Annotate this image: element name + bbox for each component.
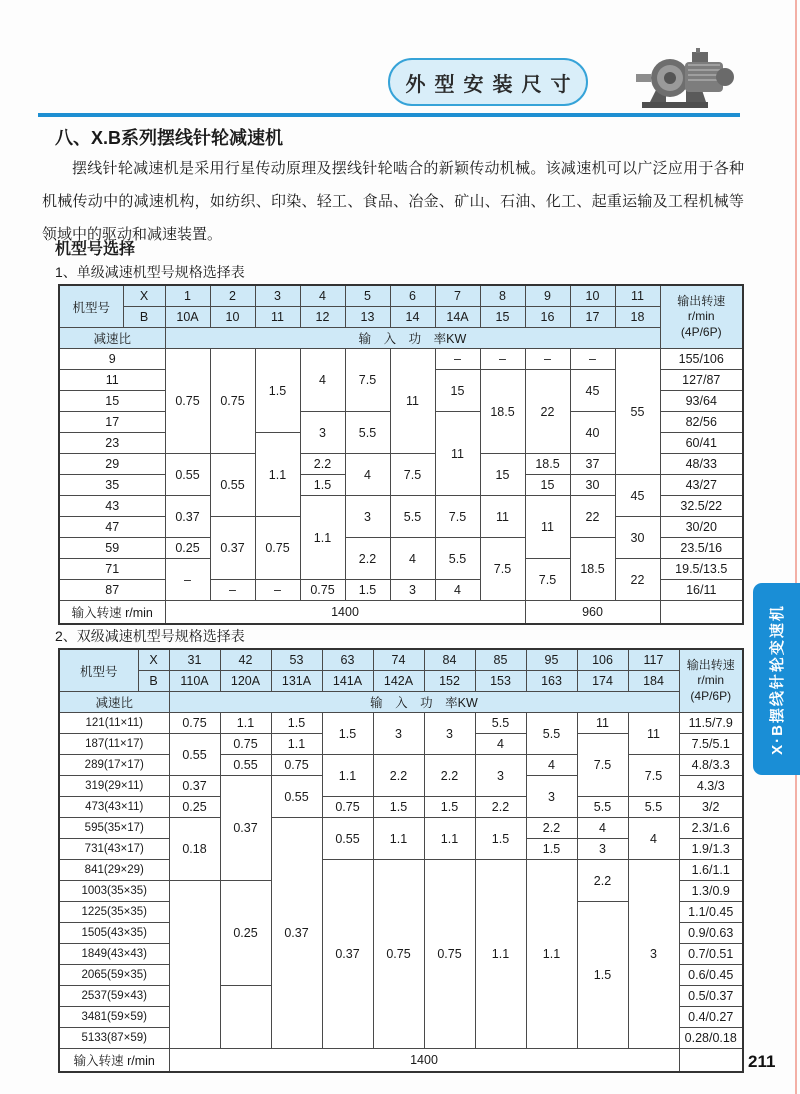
power-cell: 11: [525, 496, 570, 559]
b-value-header: 152: [424, 671, 475, 692]
power-cell: 55: [615, 349, 660, 475]
ratio-cell: 15: [59, 391, 165, 412]
b-value-header: 10: [210, 307, 255, 328]
power-cell: 2.2: [300, 454, 345, 475]
output-cell: 0.28/0.18: [679, 1028, 743, 1049]
power-cell: 1.1: [373, 818, 424, 860]
x-value-header: 9: [525, 285, 570, 307]
output-speed-header: 输出转速 r/min (4P/6P): [679, 649, 743, 713]
power-cell: –: [210, 580, 255, 601]
table2-title: 2、双级减速机型号规格选择表: [55, 628, 245, 644]
power-cell: 0.55: [271, 776, 322, 818]
b-value-header: 13: [345, 307, 390, 328]
power-cell: 1.5: [255, 349, 300, 433]
power-cell: 0.75: [169, 713, 220, 734]
power-cell: 15: [525, 475, 570, 496]
ratio-cell: 9: [59, 349, 165, 370]
output-cell: 60/41: [660, 433, 743, 454]
power-cell: 18.5: [525, 454, 570, 475]
b-value-header: 110A: [169, 671, 220, 692]
output-cell: 1.3/0.9: [679, 881, 743, 902]
x-value-header: 117: [628, 649, 679, 671]
table-row: [59, 713, 743, 734]
power-cell: 0.75: [255, 517, 300, 580]
power-cell: 0.37: [210, 517, 255, 580]
page-number: 211: [748, 1052, 776, 1071]
page-header-title: 外型安装尺寸: [405, 73, 580, 96]
x-value-header: 84: [424, 649, 475, 671]
power-cell: 0.75: [373, 860, 424, 1049]
power-cell: –: [435, 349, 480, 370]
power-cell: 4: [345, 454, 390, 496]
ratio-cell: 473(43×11): [59, 797, 169, 818]
page-edge-accent-line: [795, 0, 797, 1094]
power-cell: 4: [435, 580, 480, 601]
ratio-cell: 2537(59×43): [59, 986, 169, 1007]
power-cell: 2.2: [577, 860, 628, 902]
ratio-cell: 595(35×17): [59, 818, 169, 839]
power-cell: 3: [475, 755, 526, 797]
output-cell: 23.5/16: [660, 538, 743, 559]
power-cell: 0.37: [169, 776, 220, 797]
output-cell: 0.4/0.27: [679, 1007, 743, 1028]
power-cell: 7.5: [525, 559, 570, 601]
power-cell: 22: [525, 370, 570, 454]
power-cell: 1.5: [424, 797, 475, 818]
power-cell: 0.55: [322, 818, 373, 860]
power-cell: 0.75: [210, 349, 255, 454]
power-cell: 0.55: [210, 454, 255, 517]
power-cell: 3: [373, 713, 424, 755]
power-cell: 1.1: [322, 755, 373, 797]
power-cell: 7.5: [345, 349, 390, 412]
power-cell: 0.37: [220, 776, 271, 881]
table-row: [59, 349, 743, 370]
x-value-header: 95: [526, 649, 577, 671]
power-cell: 0.55: [165, 454, 210, 496]
x-value-header: 5: [345, 285, 390, 307]
ratio-cell: 187(11×17): [59, 734, 169, 755]
power-cell: 5.5: [390, 496, 435, 538]
power-cell: 30: [570, 475, 615, 496]
power-cell: 5.5: [526, 713, 577, 755]
b-value-header: 16: [525, 307, 570, 328]
power-cell: 1.1: [475, 860, 526, 1049]
power-cell: 15: [480, 454, 525, 496]
b-value-header: 131A: [271, 671, 322, 692]
power-cell: 3: [577, 839, 628, 860]
power-cell: 4: [390, 538, 435, 580]
b-value-header: 15: [480, 307, 525, 328]
power-cell: 0.37: [271, 818, 322, 1049]
gear-reducer-photo: [628, 42, 752, 116]
x-value-header: 11: [615, 285, 660, 307]
model-header: 机型号: [59, 649, 138, 692]
power-cell: 1.5: [373, 797, 424, 818]
ratio-cell: 59: [59, 538, 165, 559]
x-value-header: 3: [255, 285, 300, 307]
single-stage-selection-table: [58, 284, 744, 625]
power-cell: [220, 986, 271, 1049]
ratio-cell: 11: [59, 370, 165, 391]
power-cell: –: [570, 349, 615, 370]
power-cell: 45: [570, 370, 615, 412]
power-cell: –: [480, 349, 525, 370]
b-value-header: 184: [628, 671, 679, 692]
ratio-cell: 47: [59, 517, 165, 538]
power-cell: 0.25: [220, 881, 271, 986]
power-cell: 5.5: [475, 713, 526, 734]
ratio-cell: 1003(35×35): [59, 881, 169, 902]
table-row: [59, 860, 743, 881]
b-value-header: 18: [615, 307, 660, 328]
power-cell: 11: [577, 713, 628, 734]
ratio-cell: 17: [59, 412, 165, 433]
power-cell: 0.37: [322, 860, 373, 1049]
output-cell: 19.5/13.5: [660, 559, 743, 580]
power-cell: 0.18: [169, 818, 220, 881]
x-value-header: 8: [480, 285, 525, 307]
power-cell: 1.1: [300, 496, 345, 580]
ratio-cell: 3481(59×59): [59, 1007, 169, 1028]
input-power-header: 输 入 功 率KW: [165, 328, 660, 349]
power-cell: 0.55: [169, 734, 220, 776]
ratio-cell: 71: [59, 559, 165, 580]
power-cell: 2.2: [475, 797, 526, 818]
power-cell: 5.5: [628, 797, 679, 818]
output-cell: 1.1/0.45: [679, 902, 743, 923]
ratio-header: 减速比: [59, 692, 169, 713]
power-cell: 3: [390, 580, 435, 601]
input-power-header: 输 入 功 率KW: [169, 692, 679, 713]
x-value-header: 63: [322, 649, 373, 671]
output-cell: 127/87: [660, 370, 743, 391]
b-value-header: 17: [570, 307, 615, 328]
power-cell: 22: [615, 559, 660, 601]
series-sidebar-tab: [753, 583, 800, 775]
power-cell: 11: [390, 349, 435, 454]
model-header: 机型号: [59, 285, 123, 328]
power-cell: 0.55: [220, 755, 271, 776]
power-cell: 7.5: [435, 496, 480, 538]
power-cell: 1.5: [577, 902, 628, 1049]
input-speed-label: 输入转速 r/min: [59, 1049, 169, 1073]
ratio-cell: 35: [59, 475, 165, 496]
power-cell: 4: [475, 734, 526, 755]
output-cell: 30/20: [660, 517, 743, 538]
output-cell: 48/33: [660, 454, 743, 475]
input-speed-value: 1400: [169, 1049, 679, 1073]
power-cell: 0.75: [424, 860, 475, 1049]
x-value-header: 74: [373, 649, 424, 671]
power-cell: 7.5: [480, 538, 525, 601]
header-divider: [38, 113, 740, 117]
output-cell: 0.5/0.37: [679, 986, 743, 1007]
power-cell: 3: [424, 713, 475, 755]
x-value-header: 4: [300, 285, 345, 307]
b-value-header: 14: [390, 307, 435, 328]
x-value-header: 6: [390, 285, 435, 307]
power-cell: 45: [615, 475, 660, 517]
power-cell: 22: [570, 496, 615, 538]
power-cell: 4: [577, 818, 628, 839]
output-cell: 32.5/22: [660, 496, 743, 517]
ratio-header: 减速比: [59, 328, 165, 349]
x-value-header: 31: [169, 649, 220, 671]
output-cell: 4.3/3: [679, 776, 743, 797]
table-row: [59, 797, 743, 818]
power-cell: 1.1: [526, 860, 577, 1049]
power-cell: 7.5: [390, 454, 435, 496]
ratio-cell: 87: [59, 580, 165, 601]
ratio-cell: 841(29×29): [59, 860, 169, 881]
power-cell: 0.75: [300, 580, 345, 601]
ratio-cell: 731(43×17): [59, 839, 169, 860]
output-cell: 43/27: [660, 475, 743, 496]
power-cell: 18.5: [570, 538, 615, 601]
table-row: [59, 818, 743, 839]
ratio-cell: 1225(35×35): [59, 902, 169, 923]
power-cell: 3: [345, 496, 390, 538]
power-cell: 1.5: [475, 818, 526, 860]
power-cell: 5.5: [577, 797, 628, 818]
power-cell: 11: [628, 713, 679, 755]
power-cell: 2.2: [373, 755, 424, 797]
b-value-header: 174: [577, 671, 628, 692]
series-title: 八、X.B系列摆线针轮减速机: [55, 128, 284, 148]
output-cell: 0.7/0.51: [679, 944, 743, 965]
power-cell: 0.75: [271, 755, 322, 776]
output-cell: 3/2: [679, 797, 743, 818]
power-cell: –: [255, 580, 300, 601]
power-cell: 2.2: [424, 755, 475, 797]
power-cell: 3: [300, 412, 345, 454]
table1-title: 1、单级减速机型号规格选择表: [55, 264, 245, 280]
b-value-header: 153: [475, 671, 526, 692]
power-cell: 4: [628, 818, 679, 860]
power-cell: 7.5: [628, 755, 679, 797]
ratio-cell: 121(11×11): [59, 713, 169, 734]
power-cell: 0.25: [165, 538, 210, 559]
power-cell: [169, 881, 220, 1049]
power-cell: 1.5: [526, 839, 577, 860]
x-value-header: 53: [271, 649, 322, 671]
x-value-header: 106: [577, 649, 628, 671]
x-value-header: 2: [210, 285, 255, 307]
model-selection-heading: 机型号选择: [55, 241, 136, 258]
power-cell: 15: [435, 370, 480, 412]
x-header: X: [123, 285, 165, 307]
output-cell: 7.5/5.1: [679, 734, 743, 755]
output-cell: 1.9/1.3: [679, 839, 743, 860]
power-cell: 4: [526, 755, 577, 776]
b-value-header: 163: [526, 671, 577, 692]
power-cell: 0.75: [220, 734, 271, 755]
sidebar-label: X·B摆线针轮变速机: [769, 603, 786, 755]
output-cell: 0.9/0.63: [679, 923, 743, 944]
b-value-header: 12: [300, 307, 345, 328]
b-value-header: 10A: [165, 307, 210, 328]
output-cell: 155/106: [660, 349, 743, 370]
b-value-header: 14A: [435, 307, 480, 328]
x-value-header: 1: [165, 285, 210, 307]
ratio-cell: 1505(43×35): [59, 923, 169, 944]
ratio-cell: 289(17×17): [59, 755, 169, 776]
power-cell: 18.5: [480, 370, 525, 454]
power-cell: 2.2: [526, 818, 577, 839]
page-header-pill: [388, 58, 588, 106]
footer-tail-cell: [660, 601, 743, 625]
b-value-header: 120A: [220, 671, 271, 692]
power-cell: 1.1: [424, 818, 475, 860]
b-header: B: [123, 307, 165, 328]
output-cell: 82/56: [660, 412, 743, 433]
input-speed-value: 960: [525, 601, 660, 625]
power-cell: 0.75: [322, 797, 373, 818]
power-cell: 1.5: [300, 475, 345, 496]
ratio-cell: 29: [59, 454, 165, 475]
ratio-cell: 2065(59×35): [59, 965, 169, 986]
x-value-header: 7: [435, 285, 480, 307]
intro-paragraph: 摆线针轮减速机是采用行星传动原理及摆线针轮啮合的新颖传动机械。该减速机可以广泛应用于各种机械传动中的减速机构，如纺织、印染、轻工、食品、冶金、矿山、石油、化工、起重运输及工程机械等领域中的驱动和减速装置。: [42, 160, 744, 243]
input-speed-label: 输入转速 r/min: [59, 601, 165, 625]
ratio-cell: 5133(87×59): [59, 1028, 169, 1049]
power-cell: 1.1: [220, 713, 271, 734]
x-value-header: 85: [475, 649, 526, 671]
b-header: B: [138, 671, 169, 692]
ratio-cell: 23: [59, 433, 165, 454]
x-value-header: 10: [570, 285, 615, 307]
power-cell: 5.5: [435, 538, 480, 580]
power-cell: 0.75: [165, 349, 210, 454]
power-cell: 3: [526, 776, 577, 818]
output-cell: 93/64: [660, 391, 743, 412]
power-cell: 0.37: [165, 496, 210, 538]
ratio-cell: 43: [59, 496, 165, 517]
power-cell: 3: [628, 860, 679, 1049]
power-cell: 2.2: [345, 538, 390, 580]
output-cell: 1.6/1.1: [679, 860, 743, 881]
power-cell: 11: [435, 412, 480, 496]
output-speed-header: 输出转速 r/min (4P/6P): [660, 285, 743, 349]
power-cell: 1.1: [271, 734, 322, 755]
b-value-header: 11: [255, 307, 300, 328]
power-cell: 1.5: [345, 580, 390, 601]
ratio-cell: 319(29×11): [59, 776, 169, 797]
two-stage-selection-table: [58, 648, 744, 1073]
output-cell: 0.6/0.45: [679, 965, 743, 986]
output-cell: 16/11: [660, 580, 743, 601]
power-cell: 40: [570, 412, 615, 454]
power-cell: 5.5: [345, 412, 390, 454]
output-cell: 2.3/1.6: [679, 818, 743, 839]
power-cell: –: [525, 349, 570, 370]
power-cell: 37: [570, 454, 615, 475]
b-value-header: 141A: [322, 671, 373, 692]
power-cell: –: [165, 559, 210, 601]
x-value-header: 42: [220, 649, 271, 671]
ratio-cell: 1849(43×43): [59, 944, 169, 965]
power-cell: 0.25: [169, 797, 220, 818]
table-row: [59, 755, 743, 776]
power-cell: 1.5: [271, 713, 322, 734]
output-cell: 4.8/3.3: [679, 755, 743, 776]
power-cell: 4: [300, 349, 345, 412]
power-cell: 11: [480, 496, 525, 538]
input-speed-value: 1400: [165, 601, 525, 625]
power-cell: 30: [615, 517, 660, 559]
footer-tail-cell: [679, 1049, 743, 1073]
power-cell: 1.1: [255, 433, 300, 517]
b-value-header: 142A: [373, 671, 424, 692]
output-cell: 11.5/7.9: [679, 713, 743, 734]
power-cell: 7.5: [577, 734, 628, 797]
x-header: X: [138, 649, 169, 671]
power-cell: 1.5: [322, 713, 373, 755]
